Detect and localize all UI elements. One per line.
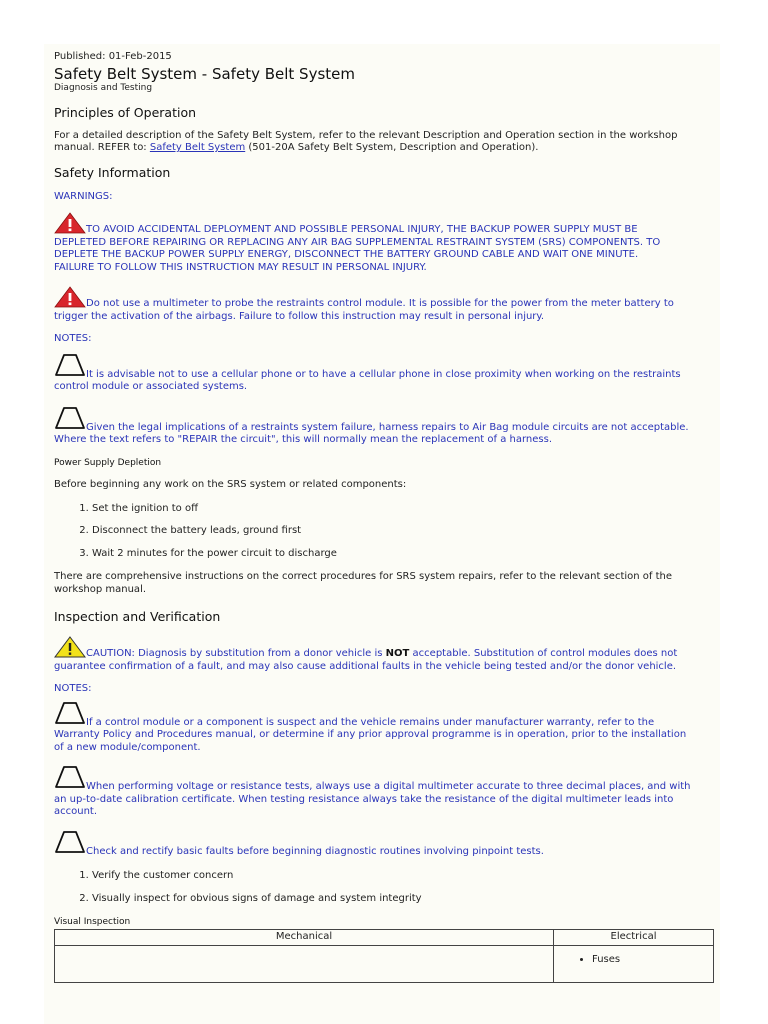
warning-triangle-icon	[54, 212, 86, 234]
caution-text-suffix: acceptable. Substitution of control modules does not	[409, 648, 678, 659]
electrical-cell	[554, 945, 714, 982]
power-outro-line-2: workshop manual.	[54, 583, 147, 595]
note-1	[54, 353, 714, 394]
safety-belt-system-link[interactable]: Safety Belt System	[149, 142, 246, 153]
inspection-heading: Inspection and Verification	[54, 609, 221, 624]
principles-line-1: For a detailed description of the Safety Belt System, refer to the relevant Description and Operation section in the workshop	[54, 129, 678, 141]
mechanical-cell	[55, 945, 554, 982]
visual-heading: Visual Inspection	[54, 917, 131, 927]
electrical-list	[554, 954, 713, 967]
note-1-line-1: It is advisable not to use a cellular phone or to have a cellular phone in close proximity when working on the restraints	[86, 368, 681, 380]
inspection-note-2	[54, 765, 714, 819]
table-row	[55, 945, 714, 982]
notes-label: NOTES:	[54, 333, 92, 344]
power-outro	[54, 571, 714, 596]
caution-triangle-icon	[54, 636, 86, 658]
caution-text-prefix: CAUTION: Diagnosis by substitution from a donor vehicle is	[86, 648, 386, 659]
caution-not-emphasis: NOT	[385, 648, 410, 659]
note-triangle-icon	[54, 701, 86, 727]
note-2	[54, 406, 714, 447]
principles-line-2-prefix: manual. REFER to:	[54, 142, 150, 153]
list-item: • Fuses	[592, 954, 713, 967]
caution-line-2: guarantee confirmation of a fault, and may also cause additional faults in the vehicle being tested and/or the donor vehicle.	[54, 660, 677, 672]
column-header-mechanical: Mechanical	[55, 929, 554, 945]
column-header-electrical: Electrical	[554, 929, 714, 945]
power-heading: Power Supply Depletion	[54, 457, 162, 468]
inspection-notes-label: NOTES:	[54, 683, 92, 694]
warning-2	[54, 286, 714, 323]
inspection-note-1	[54, 701, 714, 755]
note-2-line-1: Given the legal implications of a restraints system failure, harness repairs to Air Bag module circuits are not acceptable.	[86, 421, 689, 433]
principles-line-2-suffix: (501-20A Safety Belt System, Description and Operation).	[245, 142, 539, 153]
inspection-note-2-line-1: When performing voltage or resistance tests, always use a digital multimeter accurate to three decimal places, and with	[86, 781, 691, 792]
warning-2-line-2: trigger the activation of the airbags. Failure to follow this instruction may result in personal injury.	[54, 310, 545, 322]
safety-heading: Safety Information	[54, 164, 171, 180]
note-triangle-icon	[54, 406, 86, 432]
power-intro: Before beginning any work on the SRS system or related components:	[54, 479, 407, 490]
note-triangle-icon	[54, 353, 86, 379]
warnings-label: WARNINGS:	[54, 190, 113, 202]
inspection-steps	[54, 870, 714, 905]
visual-inspection-table	[54, 929, 714, 983]
inspection-note-2-line-2: an up-to-date calibration certificate. When testing resistance always take the resistance of the digital multimeter leads into	[54, 793, 674, 805]
table-header-row	[55, 929, 714, 945]
inspection-note-1-line-1: If a control module or a component is suspect and the vehicle remains under manufacturer warranty, refer to the	[86, 716, 655, 728]
inspection-note-1-line-2: Warranty Policy and Procedures manual, or determine if any prior approval programme is in operation, prior to the installation	[54, 729, 687, 740]
inspection-note-1-line-3: of a new module/component.	[54, 741, 201, 753]
warning-1-line-1: TO AVOID ACCIDENTAL DEPLOYMENT AND POSSIBLE PERSONAL INJURY, THE BACKUP POWER SUPPLY MUST BE	[86, 224, 638, 235]
power-outro-line-1: There are comprehensive instructions on the correct procedures for SRS system repairs, refer to the relevant section of the	[54, 571, 673, 582]
inspection-note-3-line-1: Check and rectify basic faults before beginning diagnostic routines involving pinpoint tests.	[86, 845, 544, 857]
inspection-note-3	[54, 830, 714, 859]
list-item: 2. Disconnect the battery leads, ground first	[92, 525, 714, 538]
note-triangle-icon	[54, 765, 86, 791]
page-subtitle: Diagnosis and Testing	[54, 82, 153, 93]
caution	[54, 636, 714, 673]
note-triangle-icon	[54, 830, 86, 856]
inspection-note-2-line-3: account.	[54, 806, 98, 817]
list-item: 3. Wait 2 minutes for the power circuit to discharge	[92, 548, 714, 561]
warning-2-line-1: Do not use a multimeter to probe the restraints control module. It is possible for the power from the meter battery to	[86, 298, 674, 309]
page-title: Safety Belt System - Safety Belt System	[54, 64, 355, 83]
list-item: 2. Visually inspect for obvious signs of damage and system integrity	[92, 893, 714, 906]
note-2-line-2: Where the text refers to "REPAIR the circuit", this will normally mean the replacement of a harness.	[54, 434, 553, 445]
warning-1-line-4: FAILURE TO FOLLOW THIS INSTRUCTION MAY RESULT IN PERSONAL INJURY.	[54, 261, 427, 273]
list-item: 1. Verify the customer concern	[92, 870, 714, 883]
warning-1	[54, 212, 714, 274]
list-item: 1. Set the ignition to off	[92, 503, 714, 516]
document-content	[54, 51, 714, 983]
note-1-line-2: control module or associated systems.	[54, 381, 248, 392]
warning-1-line-2: DEPLETED BEFORE REPAIRING OR REPLACING ANY AIR BAG SUPPLEMENTAL RESTRAINT SYSTEM (SRS) COMPONENTS. TO	[54, 236, 661, 248]
principles-heading: Principles of Operation	[54, 104, 197, 120]
warning-triangle-icon	[54, 286, 86, 308]
warning-1-line-3: DEPLETE THE BACKUP POWER SUPPLY ENERGY, DISCONNECT THE BATTERY GROUND CABLE AND WAIT ONE MINUTE.	[54, 249, 639, 260]
document-page	[44, 44, 720, 1024]
power-steps	[54, 503, 714, 561]
principles-text	[54, 130, 714, 155]
published-date: Published: 01-Feb-2015	[54, 51, 172, 62]
